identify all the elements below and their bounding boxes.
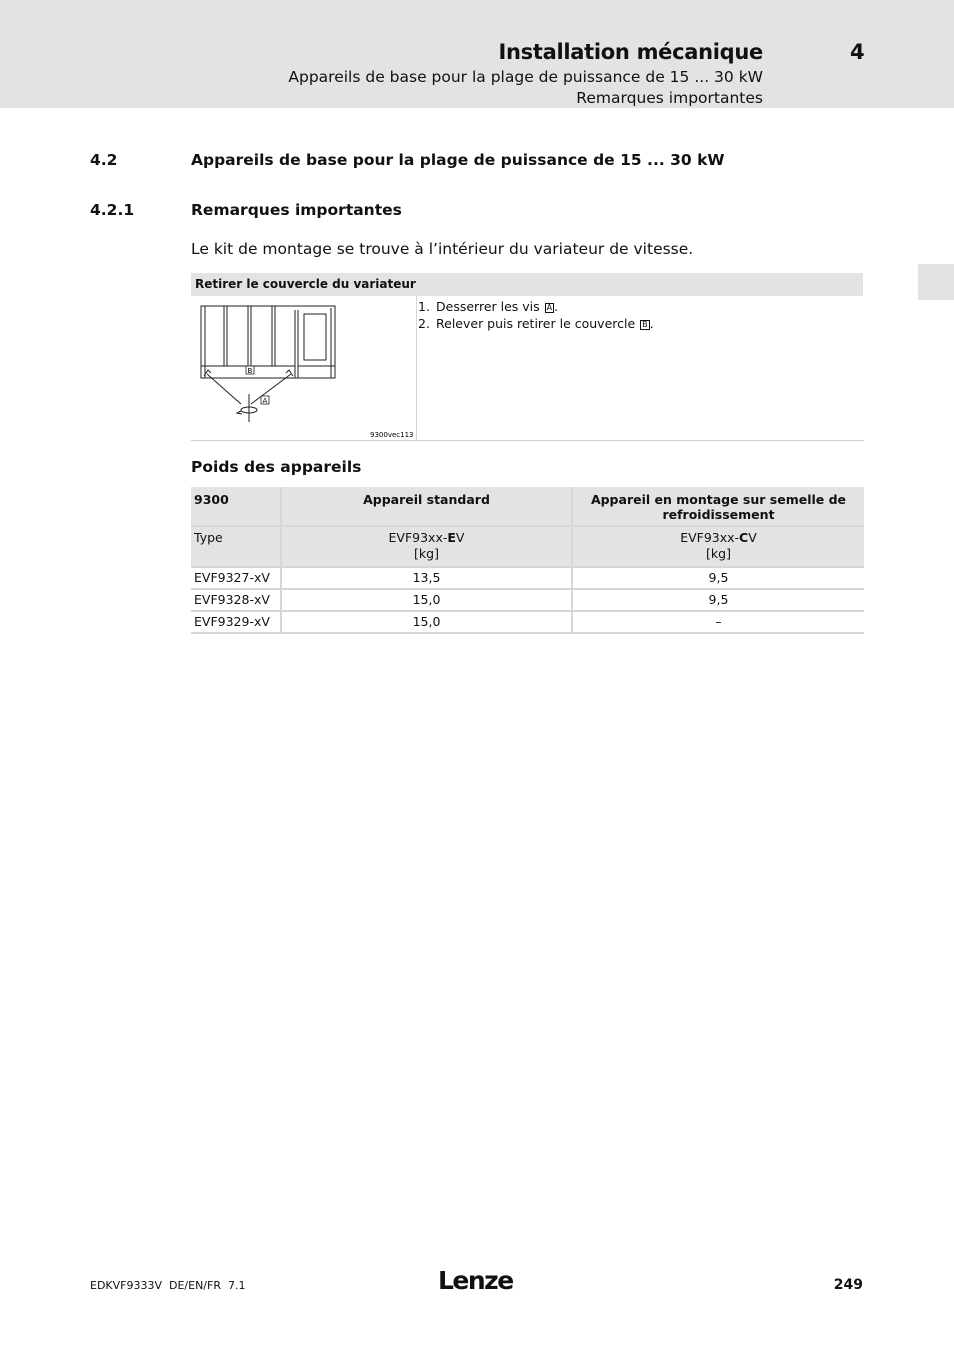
table-row: EVF9329-xV 15,0 – bbox=[191, 612, 864, 634]
subsection-title: Remarques importantes bbox=[191, 201, 402, 219]
table-header-row bbox=[191, 487, 864, 527]
type-coldplate: EVF93xx-CV [kg] bbox=[573, 527, 864, 566]
intro-paragraph: Le kit de montage se trouve à l’intérieur du variateur de vitesse. bbox=[191, 240, 694, 258]
subsection-number: 4.2.1 bbox=[90, 201, 135, 219]
procedure-divider bbox=[191, 440, 864, 441]
chapter-number: 4 bbox=[850, 40, 865, 64]
figure-label-b: B bbox=[247, 367, 253, 375]
header-subtitle-2: Remarques importantes bbox=[576, 89, 763, 107]
table-row: EVF9327-xV 13,5 9,5 bbox=[191, 568, 864, 590]
section-number: 4.2 bbox=[90, 151, 118, 169]
procedure-steps bbox=[418, 298, 858, 332]
header-cell: Appareil standard bbox=[282, 487, 573, 525]
header-cell: Appareil en montage sur semelle de refroidissement bbox=[573, 487, 864, 525]
header-title: Installation mécanique bbox=[498, 40, 763, 64]
header-subtitle-1: Appareils de base pour la plage de puissance de 15 ... 30 kW bbox=[288, 68, 763, 86]
marker-b: B bbox=[642, 320, 648, 329]
weights-title: Poids des appareils bbox=[191, 458, 362, 476]
section-title: Appareils de base pour la plage de puissance de 15 ... 30 kW bbox=[191, 151, 725, 169]
figure-label-a: A bbox=[262, 397, 268, 405]
procedure-step: 1. Desserrer les vis A . bbox=[418, 299, 559, 314]
weights-table bbox=[191, 487, 864, 634]
type-label: Type bbox=[191, 527, 282, 566]
chapter-tab bbox=[918, 264, 954, 300]
table-row: EVF9328-xV 15,0 9,5 bbox=[191, 590, 864, 612]
page-number: 249 bbox=[833, 1277, 863, 1293]
table-type-row bbox=[191, 527, 864, 568]
type-standard: EVF93xx-EV [kg] bbox=[282, 527, 573, 566]
procedure-title: Retirer le couvercle du variateur bbox=[191, 273, 863, 296]
page-header bbox=[0, 0, 954, 108]
lenze-logo bbox=[438, 1266, 514, 1298]
document-id: EDKVF9333V DE/EN/FR 7.1 bbox=[90, 1279, 246, 1292]
svg-text:Lenze: Lenze bbox=[438, 1266, 513, 1294]
header-cell: 9300 bbox=[191, 487, 282, 525]
cover-removal-figure bbox=[191, 296, 417, 440]
marker-a: A bbox=[546, 303, 553, 312]
procedure-step: 2. Relever puis retirer le couvercle B . bbox=[418, 316, 654, 331]
inverter-drawing bbox=[191, 296, 416, 440]
figure-code: 9300vec113 bbox=[370, 431, 414, 439]
